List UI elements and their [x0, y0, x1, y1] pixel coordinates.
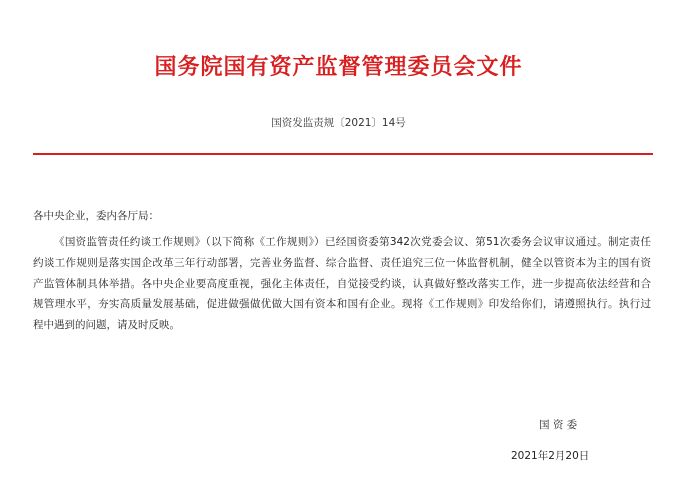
issuer-title: 国务院国有资产监督管理委员会文件	[154, 54, 523, 80]
signatory: 国 资 委	[539, 419, 578, 431]
issue-date: 2021年2月20日	[511, 450, 590, 462]
paragraph-line: 规管理水平，夯实高质量发展基础，促进做强做优做大国有资本和国有企业。现将《工作规则》印发给你们，请遵照执行。执行过	[33, 298, 651, 311]
paragraph-line: 程中遇到的问题，请及时反映。	[33, 319, 180, 332]
body-paragraph	[33, 232, 651, 336]
document-number: 国资发监责规〔2021〕14号	[271, 117, 406, 129]
salutation: 各中央企业，委内各厅局：	[33, 210, 159, 222]
paragraph-line: 产监管体制具体举措。各中央企业要高度重视，强化主体责任，自觉接受约谈，认真做好整改落实工作，进一步提高依法经营和合	[33, 277, 651, 290]
paragraph-line: 《国资监管责任约谈工作规则》（以下简称《工作规则》）已经国资委第342次党委会议、第51次委务会议审议通过。制定责任	[54, 236, 651, 248]
paragraph-line: 约谈工作规则是落实国企改革三年行动部署，完善业务监督、综合监督、责任追究三位一体监督机制，健全以管资本为主的国有资	[33, 256, 651, 269]
red-divider-line	[33, 153, 653, 155]
